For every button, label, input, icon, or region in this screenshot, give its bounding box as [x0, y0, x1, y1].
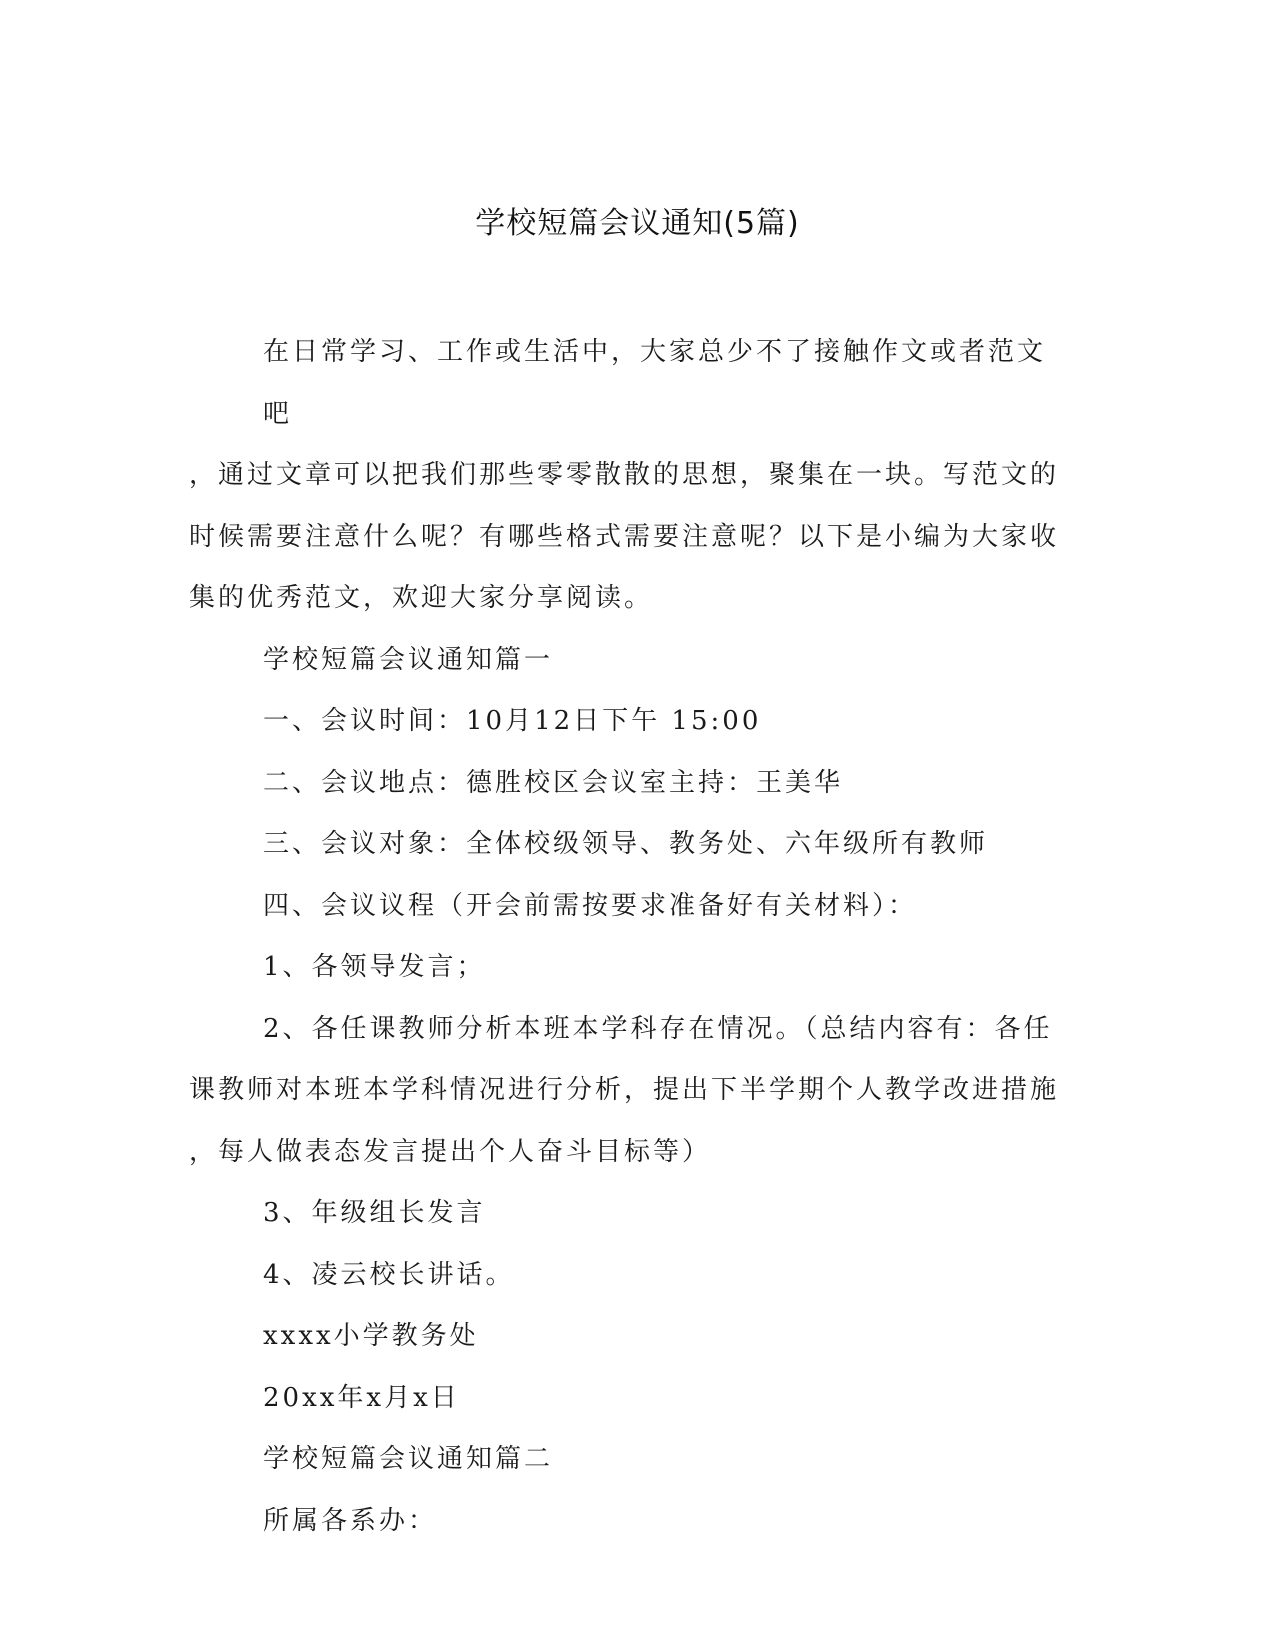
section-2-heading: 学校短篇会议通知篇二 [263, 1444, 554, 1474]
intro-line-4: 集的优秀范文，欢迎大家分享阅读。 [189, 583, 654, 613]
meeting-audience: 三、会议对象：全体校级领导、教务处、六年级所有教师 [263, 829, 989, 859]
intro-line-1: 在日常学习、工作或生活中，大家总少不了接触作文或者范文吧 [263, 337, 1047, 429]
agenda-item-1: 1、各领导发言； [263, 952, 486, 982]
agenda-item-3: 3、年级组长发言 [263, 1198, 486, 1228]
section-1-heading: 学校短篇会议通知篇一 [263, 644, 554, 675]
meeting-time: 一、会议时间：10月12日下午 15:00 [263, 706, 762, 736]
agenda-item-4: 4、凌云校长讲话。 [263, 1259, 515, 1290]
section-2-salutation: 所属各系办： [263, 1505, 438, 1536]
agenda-item-2-line-3: ，每人做表态发言提出个人奋斗目标等） [189, 1136, 712, 1167]
meeting-place: 二、会议地点：德胜校区会议室主持：王美华 [263, 767, 844, 798]
agenda-item-2-line-1: 2、各任课教师分析本班本学科存在情况。（总结内容有：各任 [263, 1013, 1053, 1044]
intro-line-3: 时候需要注意什么呢？有哪些格式需要注意呢？以下是小编为大家收 [189, 521, 1060, 552]
document-title: 学校短篇会议通知(5篇) [475, 206, 800, 241]
signature-date: 20xx年x月x日 [263, 1382, 460, 1413]
intro-line-2: ，通过文章可以把我们那些零零散散的思想，聚集在一块。写范文的 [189, 460, 1060, 490]
agenda-item-2-line-2: 课教师对本班本学科情况进行分析，提出下半学期个人教学改进措施 [189, 1075, 1060, 1105]
document-body [189, 322, 1069, 1552]
signature: xxxx小学教务处 [263, 1321, 479, 1351]
meeting-agenda: 四、会议议程（开会前需按要求准备好有关材料）： [263, 890, 918, 921]
